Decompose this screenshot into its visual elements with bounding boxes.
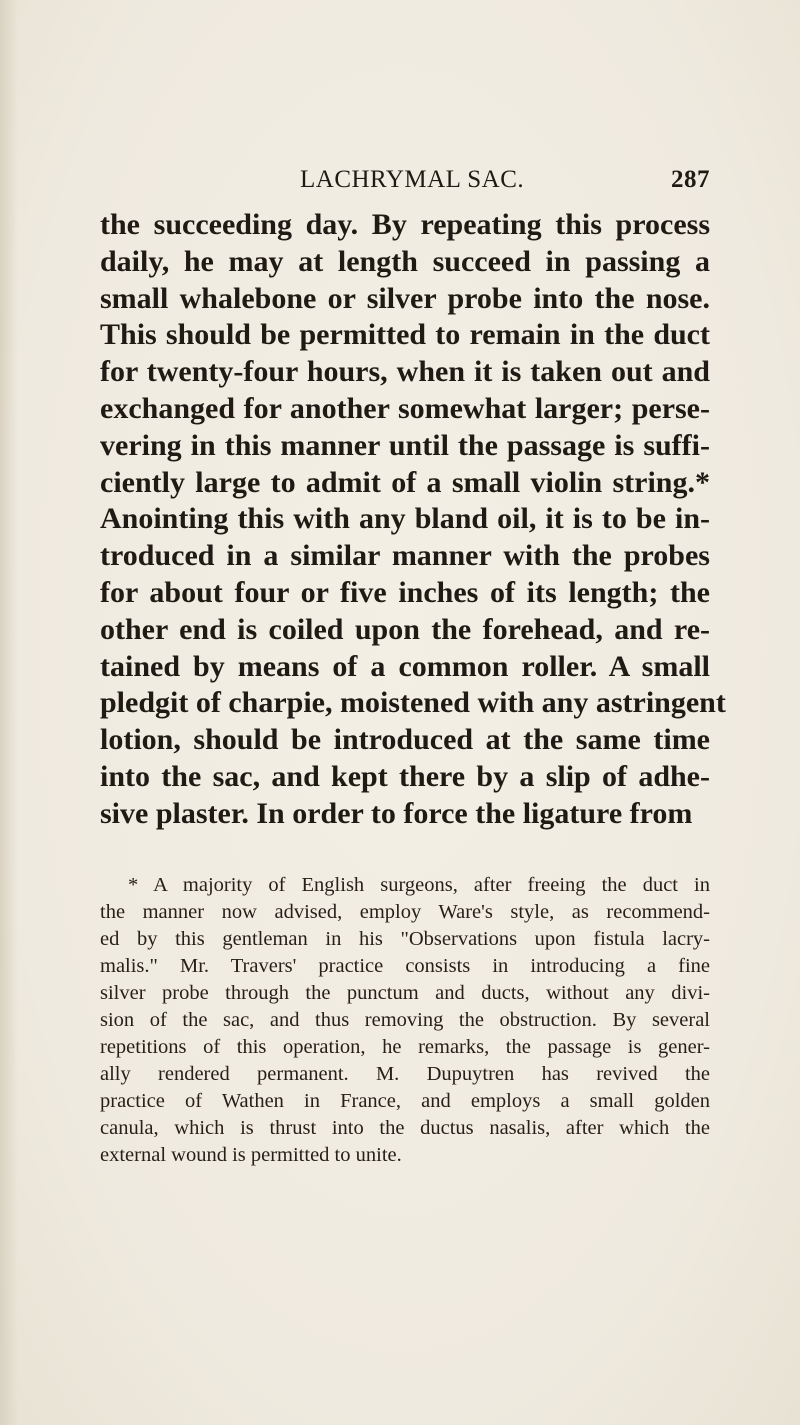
body-line: This should be permitted to remain in the duct (100, 318, 710, 352)
body-line: sive plaster. In order to force the ligature from (100, 796, 693, 830)
body-line: into the sac, and kept there by a slip of adhe- (100, 759, 710, 793)
body-line: for about four or five inches of its length; the (100, 575, 710, 609)
page-header (100, 166, 710, 202)
body-line: exchanged for another somewhat larger; perse- (100, 391, 710, 425)
footnote-line: ally rendered permanent. M. Dupuytren has revived the (100, 1063, 710, 1085)
body-line: lotion, should be introduced at the same time (100, 723, 710, 757)
footnote-line: malis." Mr. Travers' practice consists in introducing a fine (100, 955, 710, 977)
footnote (100, 872, 710, 1169)
footnote-line: * A majority of English surgeons, after freeing the duct in (128, 874, 710, 896)
body-line: other end is coiled upon the forehead, and re- (100, 612, 710, 646)
footnote-line: repetitions of this operation, he remarks, the passage is gener- (100, 1036, 710, 1058)
footnote-line: ed by this gentleman in his "Observations upon fistula lacry- (100, 928, 710, 950)
running-head: LACHRYMAL SAC. (300, 166, 525, 193)
body-line: Anointing this with any bland oil, it is to be in- (100, 502, 710, 536)
footnote-line: canula, which is thrust into the ductus nasalis, after which the (100, 1117, 710, 1139)
footnote-line: practice of Wathen in France, and employs a small golden (100, 1090, 710, 1112)
footnote-line: silver probe through the punctum and ducts, without any divi- (100, 982, 710, 1004)
footnote-line: external wound is permitted to unite. (100, 1144, 402, 1166)
body-line: the succeeding day. By repeating this process (100, 208, 710, 241)
body-text (100, 207, 726, 833)
page-gutter-shadow (0, 0, 18, 1425)
body-line: tained by means of a common roller. A small (100, 649, 710, 683)
body-line: daily, he may at length succeed in passing a (100, 244, 710, 278)
body-line: vering in this manner until the passage is suffi- (100, 428, 710, 462)
footnote-line: the manner now advised, employ Ware's style, as recommend- (100, 901, 710, 923)
body-line: troduced in a similar manner with the probes (100, 539, 710, 573)
body-line: small whalebone or silver probe into the nose. (100, 281, 710, 315)
page-number: 287 (671, 166, 710, 193)
body-line: pledgit of charpie, moistened with any astringent (100, 686, 726, 720)
footnote-line: sion of the sac, and thus removing the obstruction. By several (100, 1009, 710, 1031)
body-line: ciently large to admit of a small violin string.* (100, 465, 710, 499)
body-line: for twenty-four hours, when it is taken out and (100, 355, 710, 389)
